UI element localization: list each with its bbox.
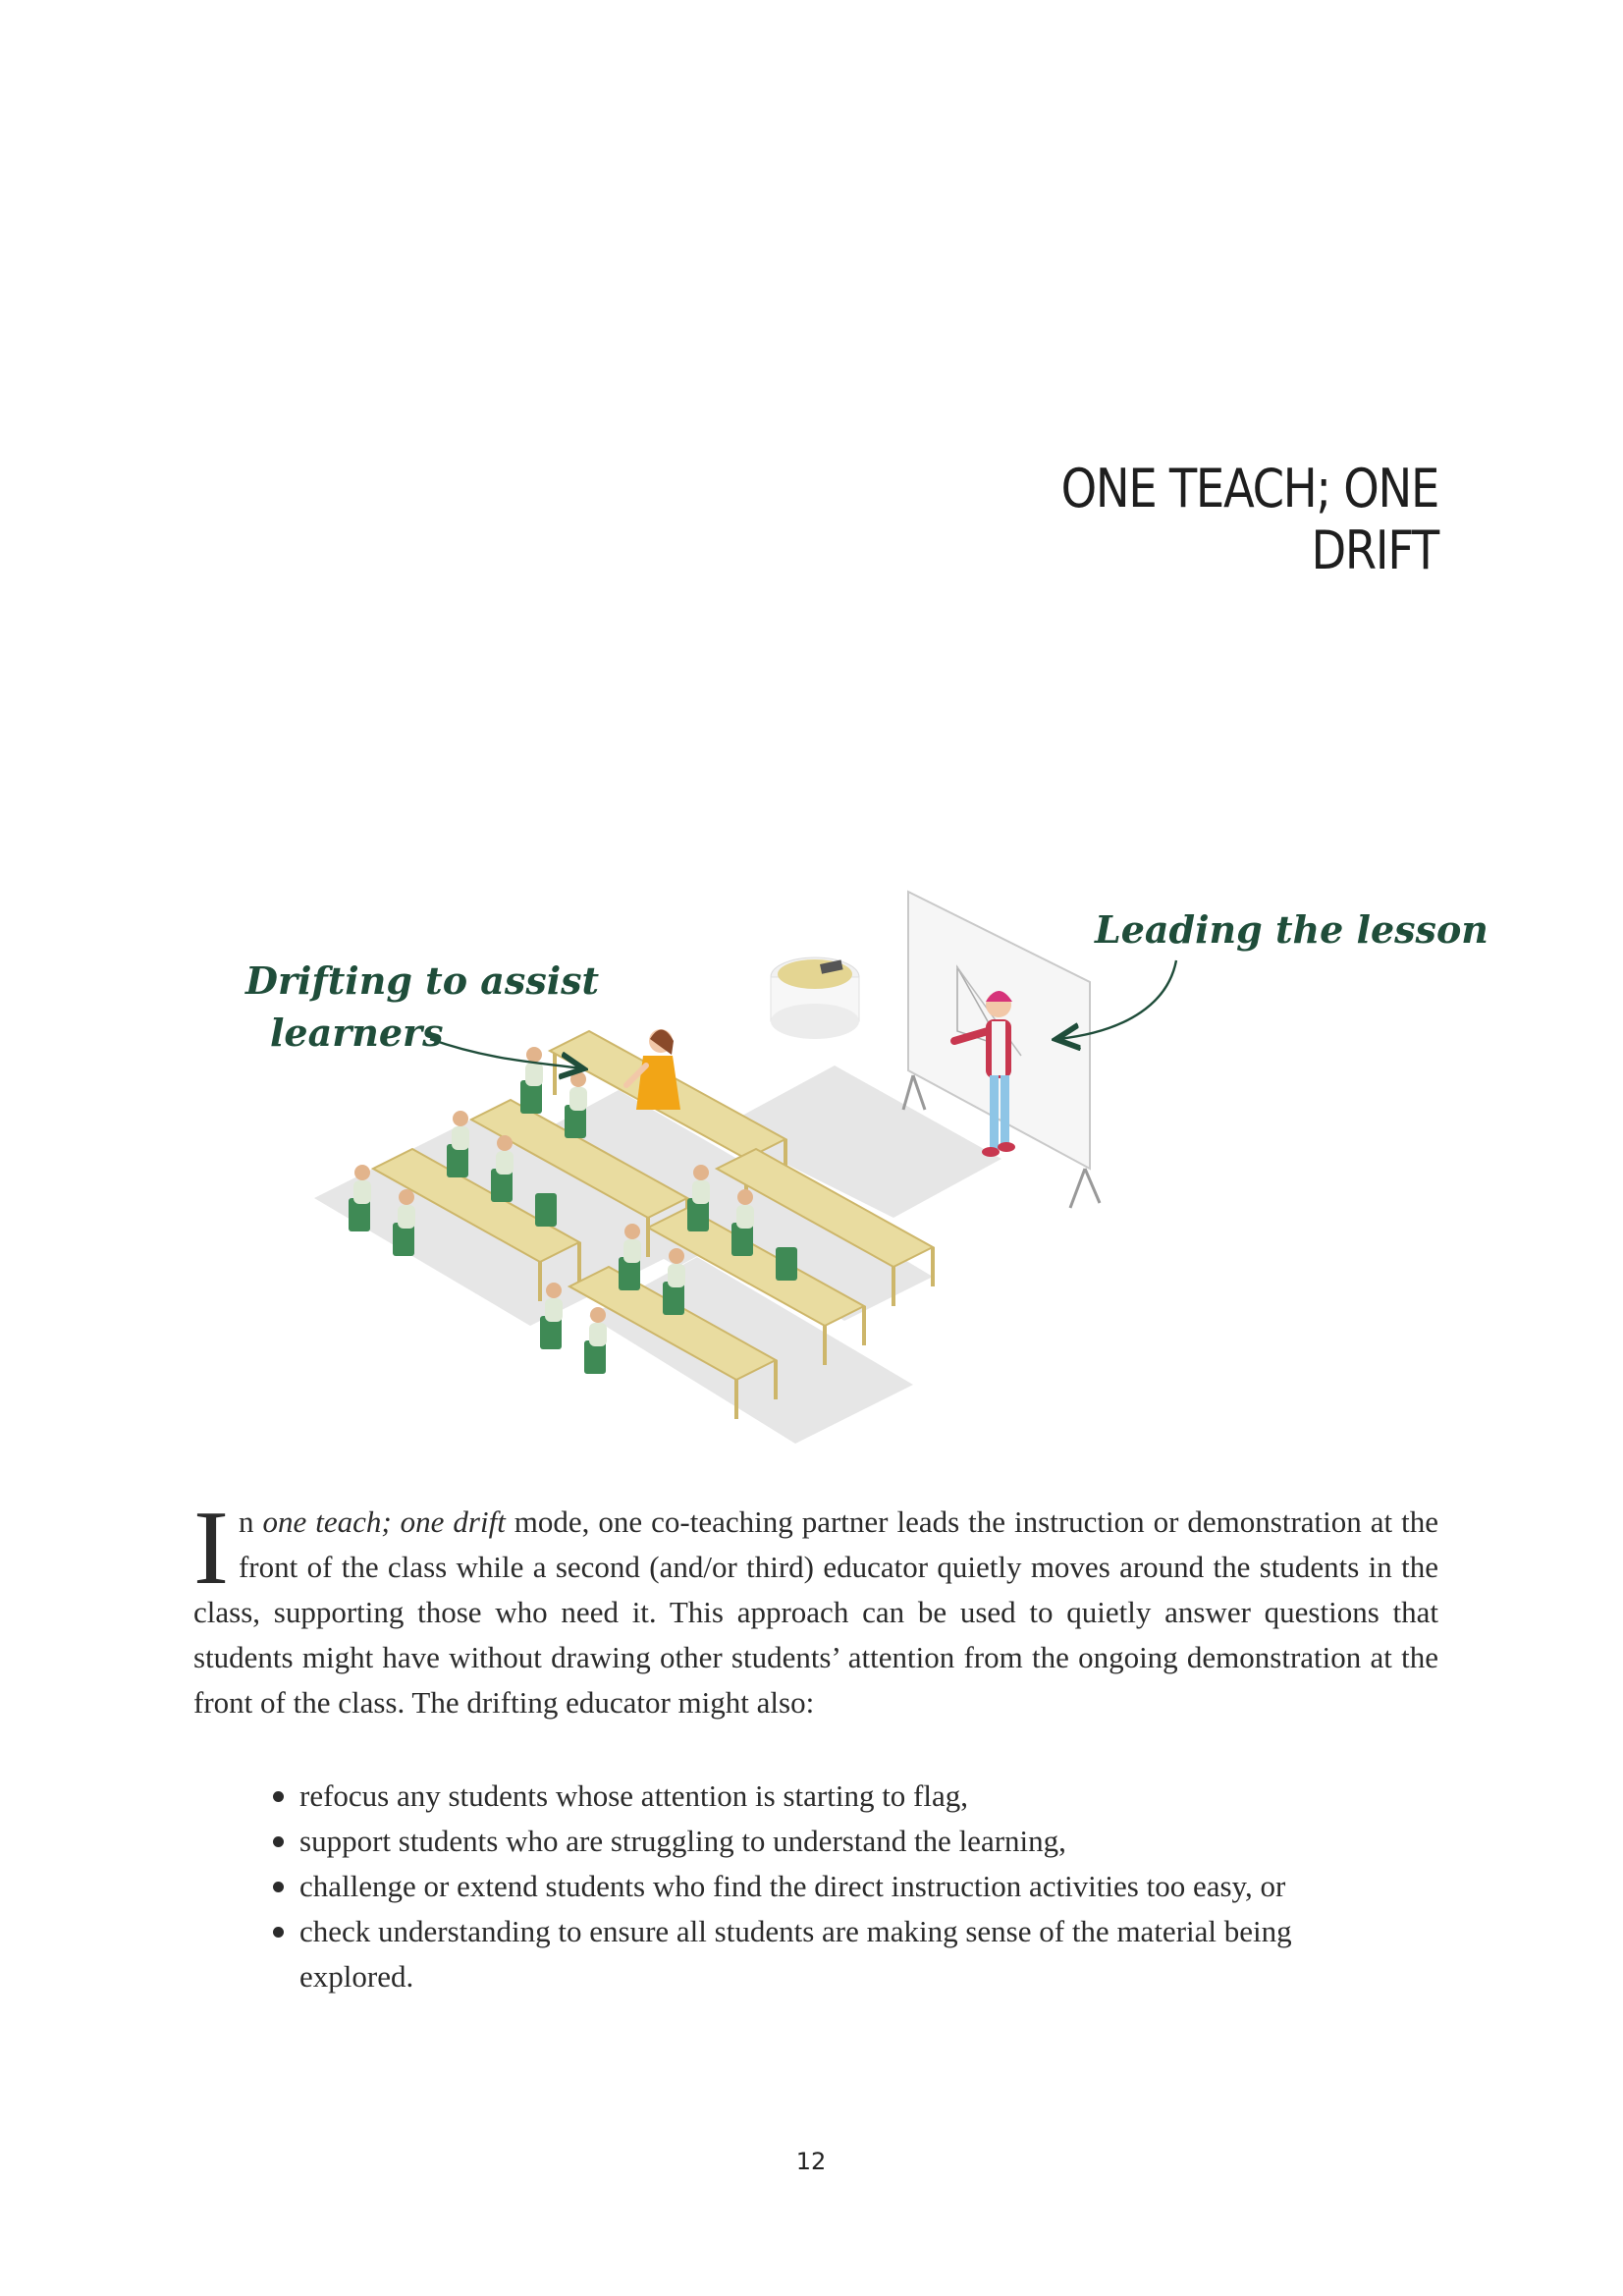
callout-left-line1: Drifting to assist xyxy=(245,958,600,1003)
bullet-text: refocus any students whose attention is starting to flag, xyxy=(299,1778,969,1813)
bullet-item xyxy=(299,1774,1340,1819)
bullet-dot-icon xyxy=(273,1791,284,1802)
paragraph-rest: mode, one co-teaching partner leads the instruction or demonstration at the front of the class while a second (and/or third) educator quietly moves around the students in the class, supporting those who need it. This approach can be used to quietly answer questions that students might have without drawing other students’ attention from the ongoing demonstration at the front of the class. The drifting educator might also: xyxy=(193,1504,1438,1720)
page-number: 12 xyxy=(795,2148,827,2175)
bullet-text: check understanding to ensure all students are making sense of the material being explored. xyxy=(299,1914,1292,1994)
bullet-dot-icon xyxy=(273,1927,284,1938)
bullet-item xyxy=(299,1864,1340,1909)
intro-paragraph xyxy=(193,1490,1438,1725)
bullet-item xyxy=(299,1819,1340,1864)
page-title: ONE TEACH; ONE DRIFT xyxy=(1060,458,1438,581)
bullet-dot-icon xyxy=(273,1836,284,1847)
bullet-dot-icon xyxy=(273,1882,284,1892)
callout-left-line2: learners xyxy=(270,1011,444,1055)
intro-start: n xyxy=(238,1504,263,1539)
bullet-item xyxy=(299,1909,1340,1999)
classroom-illustration xyxy=(226,874,1488,1453)
callout-left xyxy=(244,958,600,1068)
side-table xyxy=(771,957,859,1039)
bullet-text: challenge or extend students who find the direct instruction activities too easy, or xyxy=(299,1869,1286,1903)
callout-right-text: Leading the lesson xyxy=(1095,907,1488,952)
bullet-list xyxy=(299,1774,1340,1999)
bullet-text: support students who are struggling to understand the learning, xyxy=(299,1824,1066,1858)
mode-name: one teach; one drift xyxy=(262,1504,506,1539)
drop-cap: I xyxy=(193,1490,229,1607)
callout-right xyxy=(1058,907,1488,1039)
